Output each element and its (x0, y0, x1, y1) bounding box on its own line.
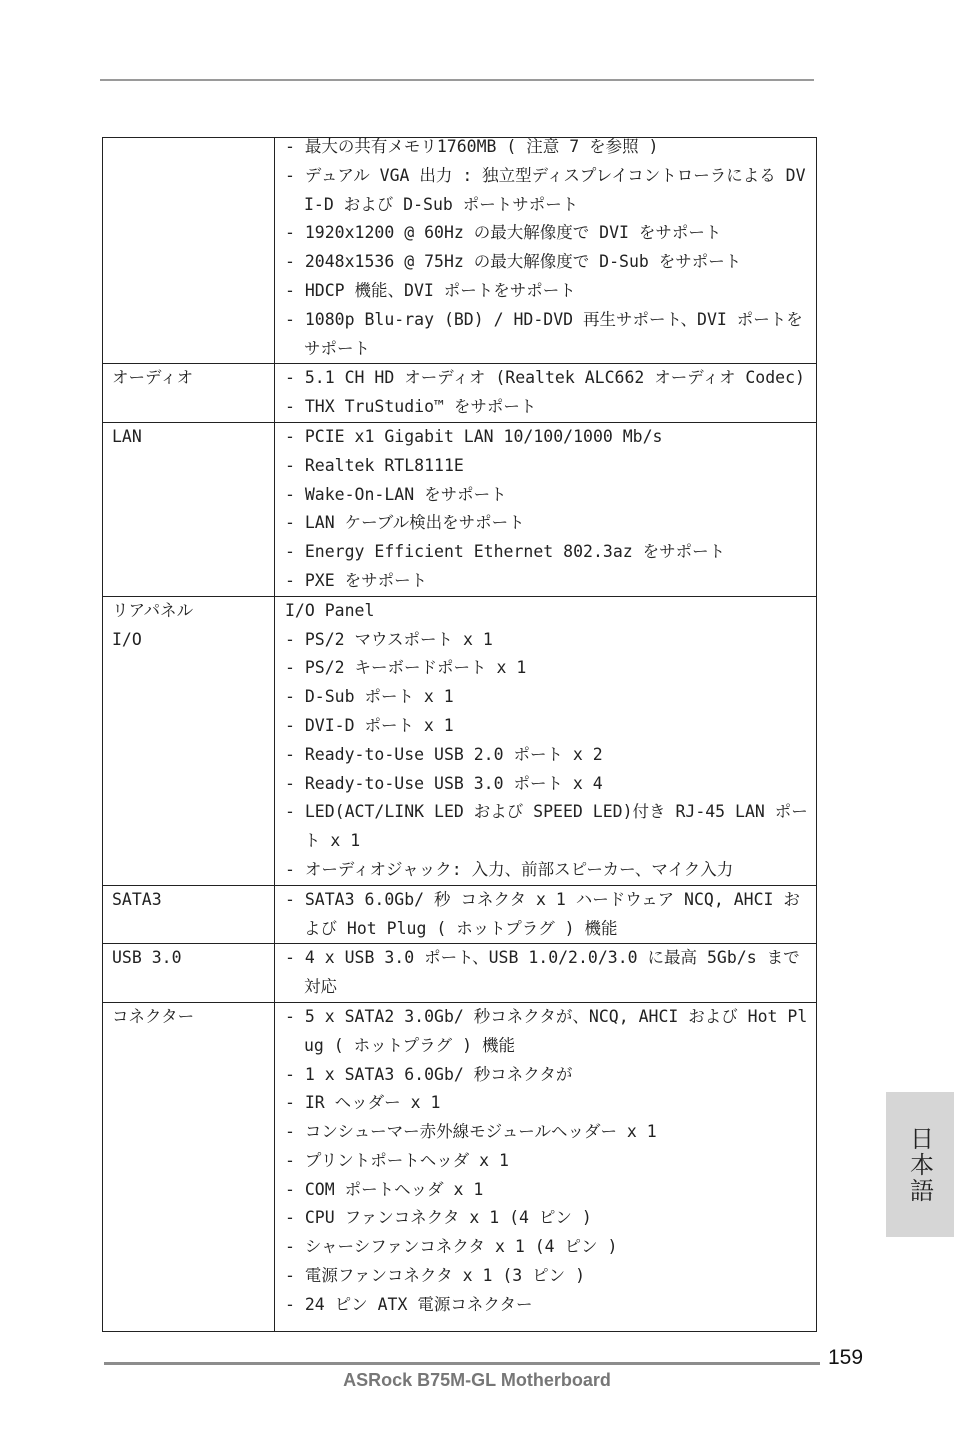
header-divider (100, 79, 814, 81)
spec-item: - オーディオジャック: 入力、前部スピーカー、マイク入力 (285, 859, 734, 879)
spec-value-cell (275, 364, 817, 423)
spec-value-cell (275, 885, 817, 944)
spec-value-cell (275, 596, 817, 885)
spec-label-cell (103, 422, 275, 596)
page-number: 159 (828, 1346, 864, 1369)
spec-item: - 2048x1536 @ 75Hz の最大解像度で D-Sub をサポート (285, 252, 742, 272)
spec-item: - デュアル VGA 出力 : 独立型ディスプレイコントローラによる DVI-D および D-Sub ポートサポート (285, 165, 806, 214)
spec-row (103, 596, 817, 885)
spec-row (103, 138, 817, 364)
footer-divider (104, 1362, 820, 1365)
spec-item: - COM ポートヘッダ x 1 (285, 1179, 484, 1199)
spec-subheading: I/O Panel (285, 600, 375, 620)
spec-item: - シャーシファンコネクタ x 1 (4 ピン ) (285, 1237, 618, 1257)
spec-item: - THX TruStudio™ をサポート (285, 397, 537, 417)
spec-item: - 電源ファンコネクタ x 1 (3 ピン ) (285, 1266, 586, 1286)
spec-item: - 最大の共有メモリ1760MB ( 注意 7 を参照 ) (285, 137, 659, 156)
spec-item: - IR ヘッダー x 1 (285, 1093, 441, 1113)
spec-item: - 4 x USB 3.0 ポート、USB 1.0/2.0/3.0 に最高 5Gb/s まで対応 (285, 948, 800, 997)
spec-item: - DVI-D ポート x 1 (285, 715, 454, 735)
spec-item: - SATA3 6.0Gb/ 秒 コネクタ x 1 ハードウェア NCQ, AHCI および Hot Plug ( ホットプラグ ) 機能 (285, 889, 800, 938)
footer-title (0, 1370, 954, 1391)
spec-label-cell (103, 944, 275, 1003)
spec-value-cell (275, 1002, 817, 1331)
spec-row (103, 944, 817, 1003)
spec-label: LAN (112, 426, 142, 446)
spec-item: - 1920x1200 @ 60Hz の最大解像度で DVI をサポート (285, 223, 722, 243)
spec-item: - プリントポートヘッダ x 1 (285, 1150, 509, 1170)
spec-item: - 24 ピン ATX 電源コネクター (285, 1294, 533, 1314)
spec-value-cell (275, 944, 817, 1003)
language-tab-label: 日本語 (905, 1125, 934, 1204)
footer-title-text: ASRock B75M-GL Motherboard (343, 1370, 611, 1390)
spec-item: - コンシューマー赤外線モジュールヘッダー x 1 (285, 1122, 657, 1142)
spec-item: - PS/2 キーボードポート x 1 (285, 658, 527, 678)
spec-row (103, 885, 817, 944)
spec-item: - Ready-to-Use USB 3.0 ポート x 4 (285, 773, 603, 793)
spec-label: コネクター (112, 1006, 195, 1026)
spec-item: - 1 x SATA3 6.0Gb/ 秒コネクタが (285, 1064, 573, 1084)
spec-row (103, 422, 817, 596)
spec-item: - 5 x SATA2 3.0Gb/ 秒コネクタが、NCQ, AHCI および Hot Plug ( ホットプラグ ) 機能 (285, 1006, 808, 1055)
spec-label: USB 3.0 (112, 948, 182, 968)
spec-label-cell (103, 364, 275, 423)
spec-item: - Realtek RTL8111E (285, 455, 464, 475)
spec-label-cell (103, 1002, 275, 1331)
spec-item: - PXE をサポート (285, 570, 428, 590)
spec-item: - D-Sub ポート x 1 (285, 687, 454, 707)
spec-label-cell (103, 596, 275, 885)
spec-label: SATA3 (112, 889, 162, 909)
spec-label: リアパネル (112, 600, 194, 620)
spec-item: - CPU ファンコネクタ x 1 (4 ピン ) (285, 1208, 592, 1228)
spec-item: - Wake-On-LAN をサポート (285, 484, 507, 504)
spec-value-cell (275, 422, 817, 596)
spec-item: - HDCP 機能、DVI ポートをサポート (285, 280, 576, 300)
spec-item: - LAN ケーブル検出をサポート (285, 513, 525, 533)
spec-item: - LED(ACT/LINK LED および SPEED LED)付き RJ-45 LAN ポート x 1 (285, 802, 808, 851)
spec-item: - 1080p Blu-ray (BD) / HD-DVD 再生サポート、DVI ポートをサポート (285, 309, 803, 358)
language-tab[interactable] (886, 1092, 954, 1237)
spec-item: - 5.1 CH HD オーディオ (Realtek ALC662 オーディオ Codec) (285, 368, 805, 388)
spec-value-cell (275, 138, 817, 364)
spec-item: - Ready-to-Use USB 2.0 ポート x 2 (285, 744, 603, 764)
spec-table (102, 137, 817, 1332)
spec-label-cell (103, 885, 275, 944)
spec-item: - Energy Efficient Ethernet 802.3az をサポート (285, 542, 726, 562)
spec-table-body (103, 138, 817, 1332)
spec-item: - PCIE x1 Gigabit LAN 10/100/1000 Mb/s (285, 426, 663, 446)
spec-label: I/O (112, 629, 142, 649)
spec-label-cell (103, 138, 275, 364)
spec-row (103, 364, 817, 423)
spec-label: オーディオ (112, 368, 194, 388)
spec-row (103, 1002, 817, 1331)
spec-item: - PS/2 マウスポート x 1 (285, 629, 493, 649)
